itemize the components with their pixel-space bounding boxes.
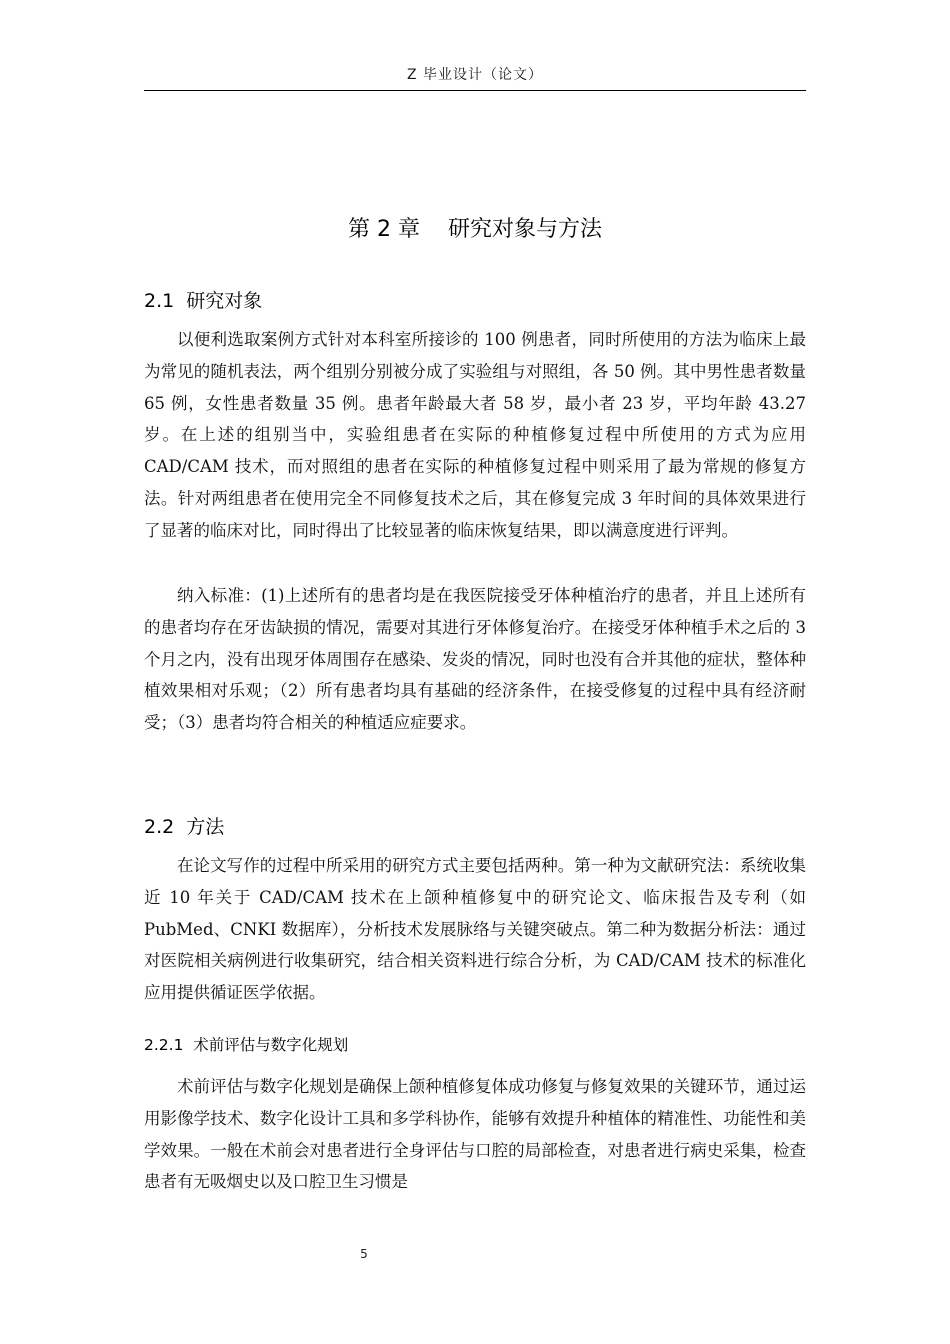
section-title-2-1: 2.1 研究对象	[144, 290, 263, 312]
chapter-title: 第 2 章 研究对象与方法	[348, 217, 602, 242]
section-title-2-2: 2.2 方法	[144, 816, 225, 838]
header-rule	[144, 90, 806, 91]
page-number: 5	[360, 1247, 368, 1261]
running-header: Z 毕业设计（论文）	[406, 67, 544, 83]
paragraph-research-subjects: 以便利选取案例方式针对本科室所接诊的 100 例患者，同时所使用的方法为临床上最为常见的随机表法，两个组别分别被分成了实验组与对照组，各 50 例。其中男性患者数量 65 例，女性患者数量 35 例。患者年龄最大者 58 岁，最小者 23 岁，平均年龄 43.27 岁。在上述的组别当中，实验组患者在实际的种植修复过程中所使用的方式为应用 CAD/CAM 技术，而对照组的患者在实际的种植修复过程中则采用了最为常规的修复方法。针对两组患者在使用完全不同修复技术之后，其在修复完成 3 年时间的具体效果进行了显著的临床对比，同时得出了比较显著的临床恢复结果，即以满意度进行评判。	[144, 330, 806, 540]
subsection-title-2-2-1: 2.2.1 术前评估与数字化规划	[144, 1036, 349, 1054]
paragraph-preoperative-assessment: 术前评估与数字化规划是确保上颌种植修复体成功修复与修复效果的关键环节，通过运用影像学技术、数字化设计工具和多学科协作，能够有效提升种植体的精准性、功能性和美学效果。一般在术前会对患者进行全身评估与口腔的局部检查，对患者进行病史采集，检查患者有无吸烟史以及口腔卫生习惯是	[144, 1077, 806, 1192]
paragraph-inclusion-criteria: 纳入标准：(1)上述所有的患者均是在我医院接受牙体种植治疗的患者，并且上述所有的患者均存在牙齿缺损的情况，需要对其进行牙体修复治疗。在接受牙体种植手术之后的 3 个月之内，没有出现牙体周围存在感染、发炎的情况，同时也没有合并其他的症状，整体种植效果相对乐观；（2）所有患者均具有基础的经济条件，在接受修复的过程中具有经济耐受；（3）患者均符合相关的种植适应症要求。	[144, 586, 806, 733]
paragraph-methods: 在论文写作的过程中所采用的研究方式主要包括两种。第一种为文献研究法：系统收集近 10 年关于 CAD/CAM 技术在上颌种植修复中的研究论文、临床报告及专利（如 PubMed、CNKI 数据库），分析技术发展脉络与关键突破点。第二种为数据分析法：通过对医院相关病例进行收集研究，结合相关资料进行综合分析，为 CAD/CAM 技术的标准化应用提供循证医学依据。	[144, 856, 806, 1003]
